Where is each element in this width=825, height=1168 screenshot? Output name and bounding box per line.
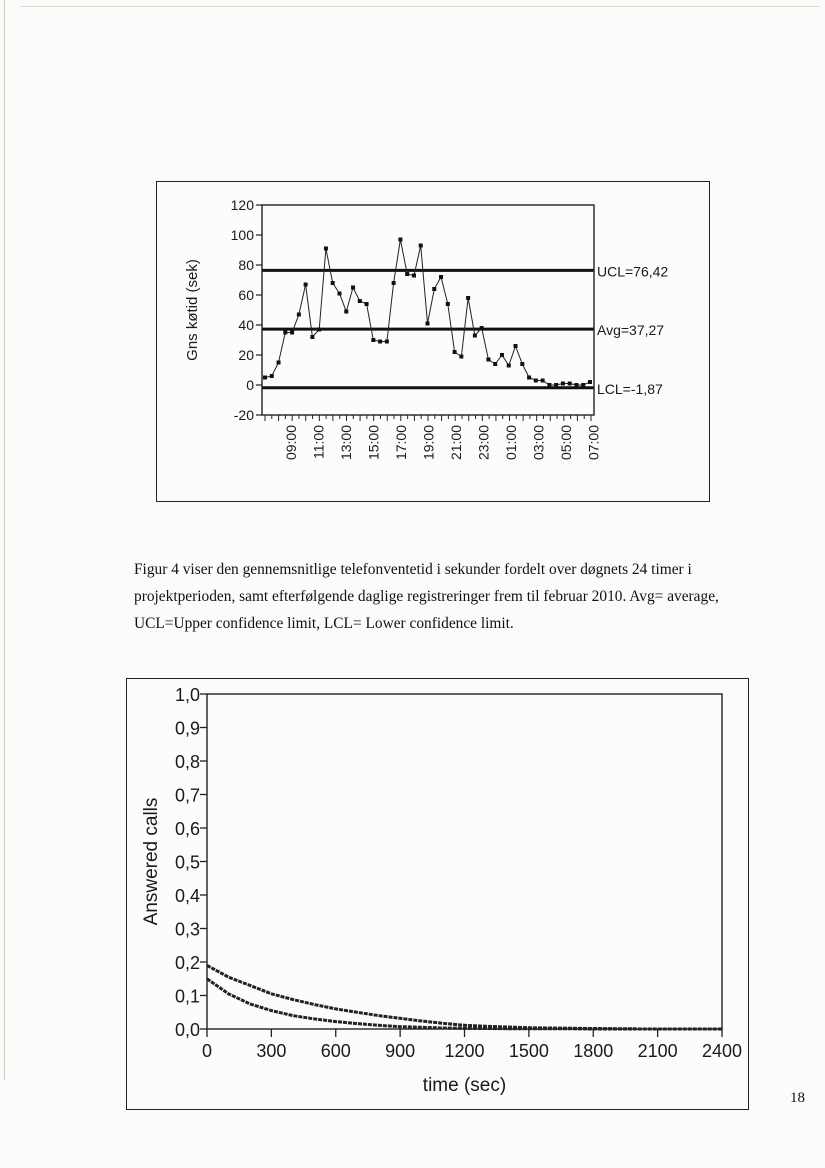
data-point	[392, 281, 396, 285]
y-tick-label: -20	[233, 407, 254, 423]
data-point	[385, 340, 389, 344]
x-tick-label: 2400	[701, 1041, 743, 1061]
y-tick-label: 0,6	[174, 819, 200, 839]
data-point	[378, 340, 382, 344]
data-point	[283, 331, 287, 335]
data-point	[310, 335, 314, 339]
y-tick-label: 0,1	[174, 986, 200, 1007]
x-tick-label: 15:00	[365, 425, 382, 461]
page-number: 18	[790, 1090, 805, 1106]
data-point	[324, 247, 328, 251]
data-point	[439, 275, 443, 279]
x-tick-label: 1500	[508, 1041, 549, 1061]
data-point	[554, 383, 558, 387]
data-point	[331, 281, 335, 285]
data-point	[581, 383, 585, 387]
reference-line-label-ucl: UCL=76,42	[597, 263, 669, 280]
data-point	[514, 344, 518, 348]
data-point	[419, 244, 423, 248]
data-point	[263, 376, 267, 380]
y-tick-label: 0,3	[174, 919, 200, 940]
x-tick-label: 09:00	[283, 425, 299, 461]
y-tick-label: 0	[246, 377, 254, 393]
data-point	[453, 350, 457, 354]
data-point	[520, 362, 524, 366]
data-point	[290, 331, 294, 335]
y-tick-label: 100	[230, 227, 254, 243]
y-tick-label: 0,7	[174, 785, 200, 806]
data-point	[574, 383, 578, 387]
data-point	[405, 272, 409, 276]
x-tick-label: 13:00	[338, 425, 354, 461]
data-point	[466, 296, 470, 300]
data-point	[473, 334, 477, 338]
lower-curve-line	[207, 979, 722, 1029]
answered-calls-chart-frame	[126, 678, 749, 1110]
answered-calls-plot-area	[207, 694, 722, 1029]
data-point	[446, 302, 450, 306]
data-point	[547, 383, 551, 387]
data-point	[500, 353, 504, 357]
x-tick-label: 23:00	[475, 425, 492, 461]
data-point	[432, 287, 436, 291]
x-tick-label: 05:00	[558, 425, 574, 461]
data-point	[527, 376, 531, 380]
x-tick-label: 07:00	[585, 425, 602, 461]
x-tick-label: 900	[385, 1041, 416, 1061]
reference-line-label-avg: Avg=37,27	[597, 322, 665, 339]
x-tick-label: 2100	[637, 1041, 678, 1061]
data-point	[365, 302, 369, 306]
y-tick-label: 20	[238, 347, 254, 363]
figure-caption: Figur 4 viser den gennemsnitlige telefonventetid i sekunder fordelt over døgnets 24 timer i projektperioden, samt efterfølgende daglige registreringer frem til februar 2010. Avg= average, UCL=Upper confidence limit, LCL= Lower confidence limit.	[134, 561, 719, 632]
y-tick-label: 120	[230, 197, 254, 213]
control-chart	[157, 182, 709, 501]
answered-calls-x-axis-label: time (sec)	[422, 1075, 507, 1096]
control-chart-y-axis-label: Gns køtid (sek)	[184, 259, 201, 361]
data-point	[371, 338, 375, 342]
data-point	[534, 379, 538, 383]
x-tick-label: 21:00	[448, 425, 464, 461]
page-top-line	[20, 6, 820, 7]
data-point	[480, 326, 484, 330]
y-tick-label: 0,9	[174, 718, 200, 739]
data-point	[344, 310, 348, 314]
x-tick-label: 17:00	[393, 425, 409, 461]
series-line	[265, 240, 590, 386]
x-tick-label: 01:00	[503, 425, 519, 461]
x-tick-label: 600	[320, 1041, 351, 1061]
reference-line-label-lcl: LCL=-1,87	[597, 380, 663, 397]
data-point	[317, 328, 321, 332]
y-tick-label: 0,2	[174, 953, 200, 973]
y-tick-label: 40	[238, 317, 254, 333]
y-tick-label: 80	[238, 257, 254, 273]
data-point	[351, 286, 355, 290]
data-point	[561, 382, 565, 386]
x-tick-label: 19:00	[420, 425, 437, 461]
data-point	[568, 382, 572, 386]
data-point	[426, 322, 430, 326]
x-tick-label: 300	[256, 1041, 287, 1061]
data-point	[493, 362, 497, 366]
data-point	[358, 299, 362, 303]
data-point	[412, 274, 416, 278]
answered-calls-y-axis-label: Answered calls	[141, 797, 162, 926]
y-tick-label: 60	[238, 287, 254, 303]
y-tick-label: 0,4	[174, 886, 200, 906]
y-tick-label: 0,5	[174, 852, 200, 873]
data-point	[541, 379, 545, 383]
control-chart-frame	[156, 181, 710, 502]
x-tick-label: 1200	[444, 1041, 485, 1061]
data-point	[297, 313, 301, 317]
x-tick-label: 11:00	[310, 425, 327, 459]
x-tick-label: 03:00	[530, 425, 547, 461]
data-point	[304, 283, 308, 287]
data-point	[398, 238, 402, 242]
data-point	[486, 358, 490, 362]
control-chart-plot-area	[262, 205, 594, 415]
data-point	[459, 355, 463, 359]
data-point	[270, 374, 274, 378]
x-tick-label: 0	[201, 1041, 213, 1061]
page-edge-line	[4, 0, 5, 1080]
data-point	[507, 364, 511, 368]
answered-calls-chart	[127, 679, 748, 1109]
data-point	[588, 380, 592, 384]
y-tick-label: 0,0	[174, 1020, 200, 1040]
upper-curve-line	[207, 965, 636, 1028]
data-point	[337, 292, 341, 296]
y-tick-label: 1,0	[174, 685, 200, 705]
x-tick-label: 1800	[573, 1041, 614, 1061]
y-tick-label: 0,8	[174, 752, 200, 772]
data-point	[277, 361, 281, 365]
